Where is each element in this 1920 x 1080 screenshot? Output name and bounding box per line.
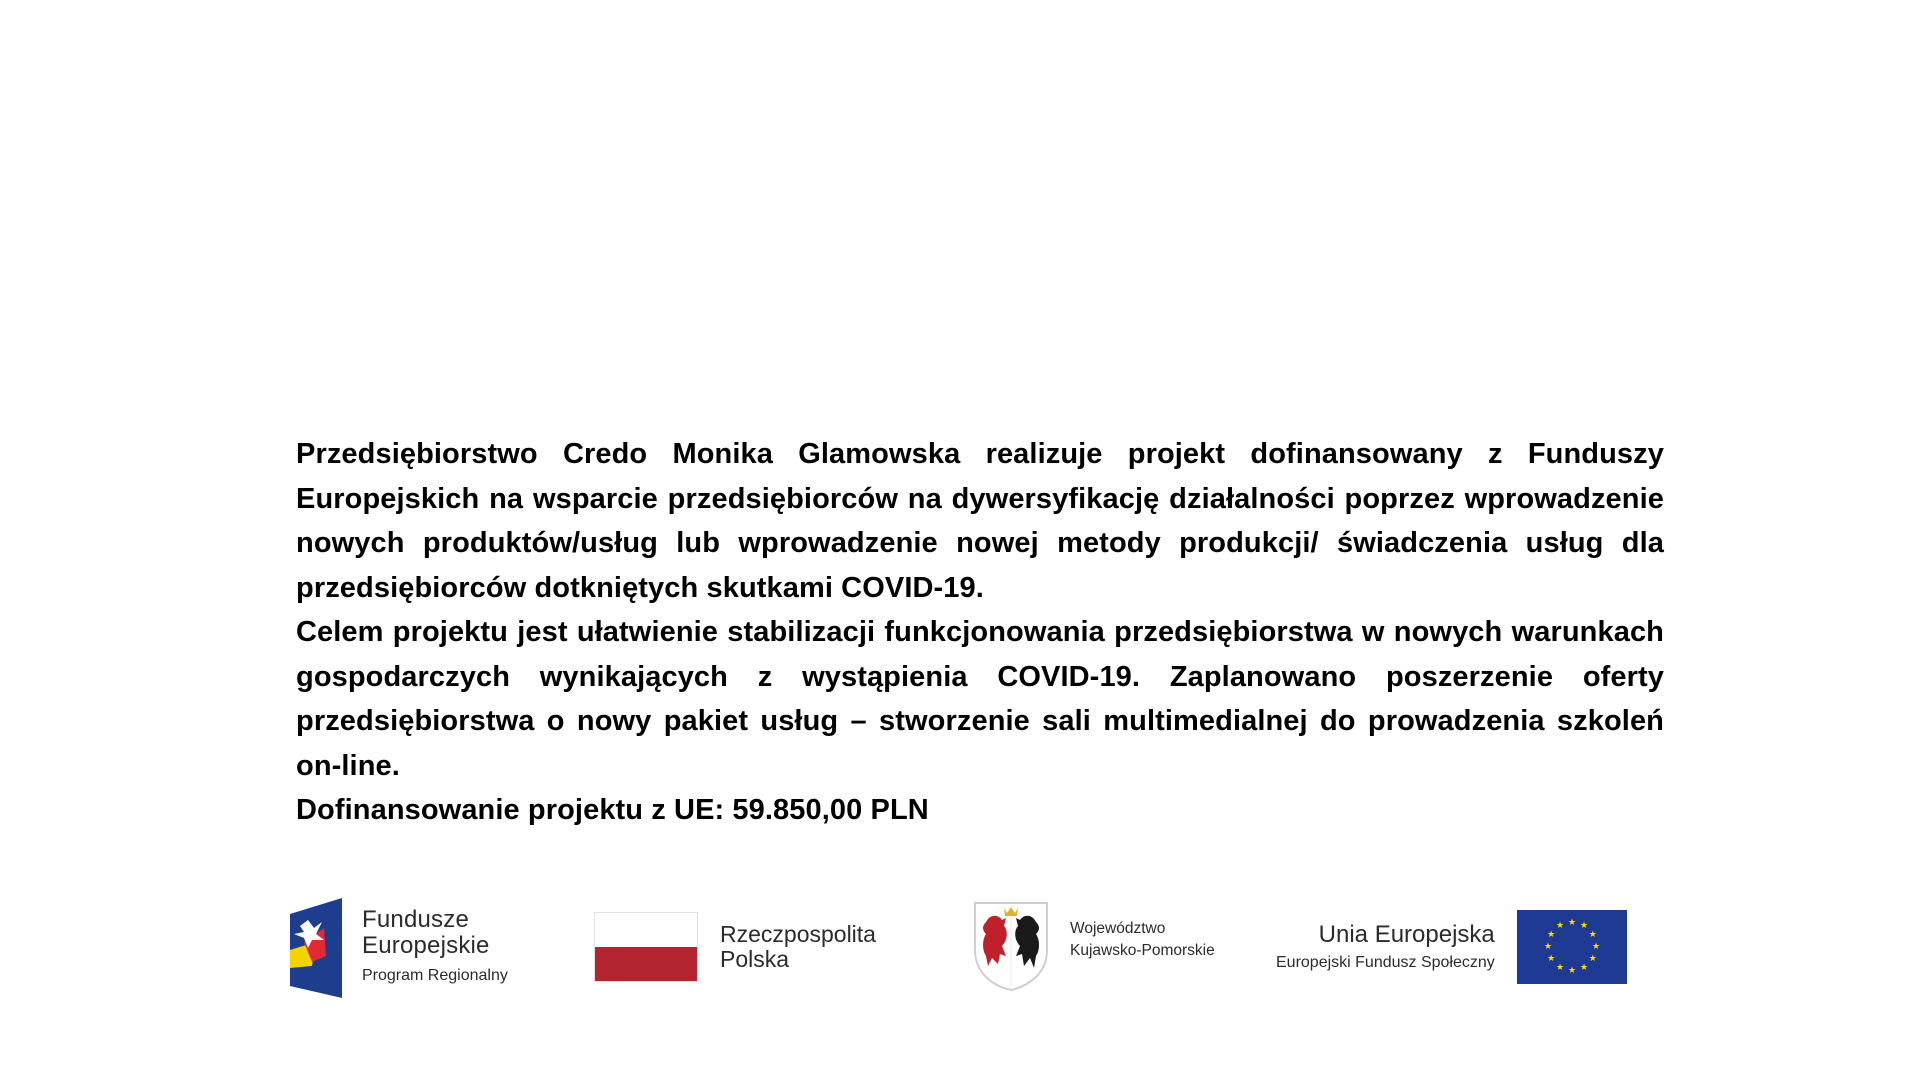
notice-paragraph-goal: Celem projektu jest ułatwienie stabilizacji funkcjonowania przedsiębiorstwa w nowych warunkach gospodarczych wynikających z wystąpienia COVID-19. Zaplanowano poszerzenie oferty przedsiębiorstwa o nowy pakiet usług – stworzenie sali multimedialnej do prowadzenia szkoleń on-line. [296, 616, 1664, 782]
svg-text:★: ★ [1555, 962, 1564, 973]
fundusze-subtitle: Program Regionalny [362, 967, 508, 984]
svg-text:★: ★ [1579, 962, 1588, 973]
polish-flag-icon [594, 912, 698, 982]
wojewodztwo-logo [972, 900, 1215, 992]
svg-text:★: ★ [1567, 966, 1576, 976]
fundusze-title-line2: Europejskie [362, 932, 490, 959]
fundusze-title-line1: Fundusze [362, 906, 469, 933]
svg-text:★: ★ [1546, 930, 1556, 940]
polska-title-line1: Rzeczpospolita [720, 921, 876, 947]
rzeczpospolita-polska-logo [594, 912, 876, 982]
unia-subtitle: Europejski Fundusz Społeczny [1276, 954, 1495, 971]
notice-funding-amount: Dofinansowanie projektu z UE: 59.850,00 PLN [296, 794, 929, 826]
fundusze-europejskie-logo [290, 898, 508, 998]
notice-paragraph-project: Przedsiębiorstwo Credo Monika Glamowska realizuje projekt dofinansowany z Funduszy Europejskich na wsparcie przedsiębiorców na dywersyfikację działalności poprzez wprowadzenie nowych produktów/usług lub wprowadzenie nowej metody produkcji/ świadczenia usług dla przedsiębiorców dotkniętych skutkami COVID-19. [296, 438, 1664, 604]
svg-text:★: ★ [1591, 942, 1600, 952]
svg-text:★: ★ [1567, 918, 1576, 928]
svg-text:★: ★ [1546, 954, 1556, 964]
svg-text:★: ★ [1588, 954, 1597, 964]
svg-text:★: ★ [1588, 930, 1597, 940]
griffin-coat-of-arms-icon [972, 900, 1050, 992]
funding-logos-bar [0, 890, 1920, 1010]
unia-europejska-logo [1276, 910, 1627, 984]
fundusze-europejskie-logo-icon [290, 898, 342, 998]
eu-flag-icon [1517, 910, 1627, 984]
polska-title-line2: Polska [720, 946, 790, 972]
svg-text:★: ★ [1543, 942, 1552, 952]
svg-text:★: ★ [1555, 921, 1564, 932]
wojewodztwo-title-line2: Kujawsko-Pomorskie [1070, 942, 1215, 959]
wojewodztwo-title-line1: Województwo [1070, 920, 1166, 937]
unia-title: Unia Europejska [1318, 921, 1495, 948]
notice-text-block [296, 432, 1664, 833]
svg-text:★: ★ [1579, 921, 1588, 932]
